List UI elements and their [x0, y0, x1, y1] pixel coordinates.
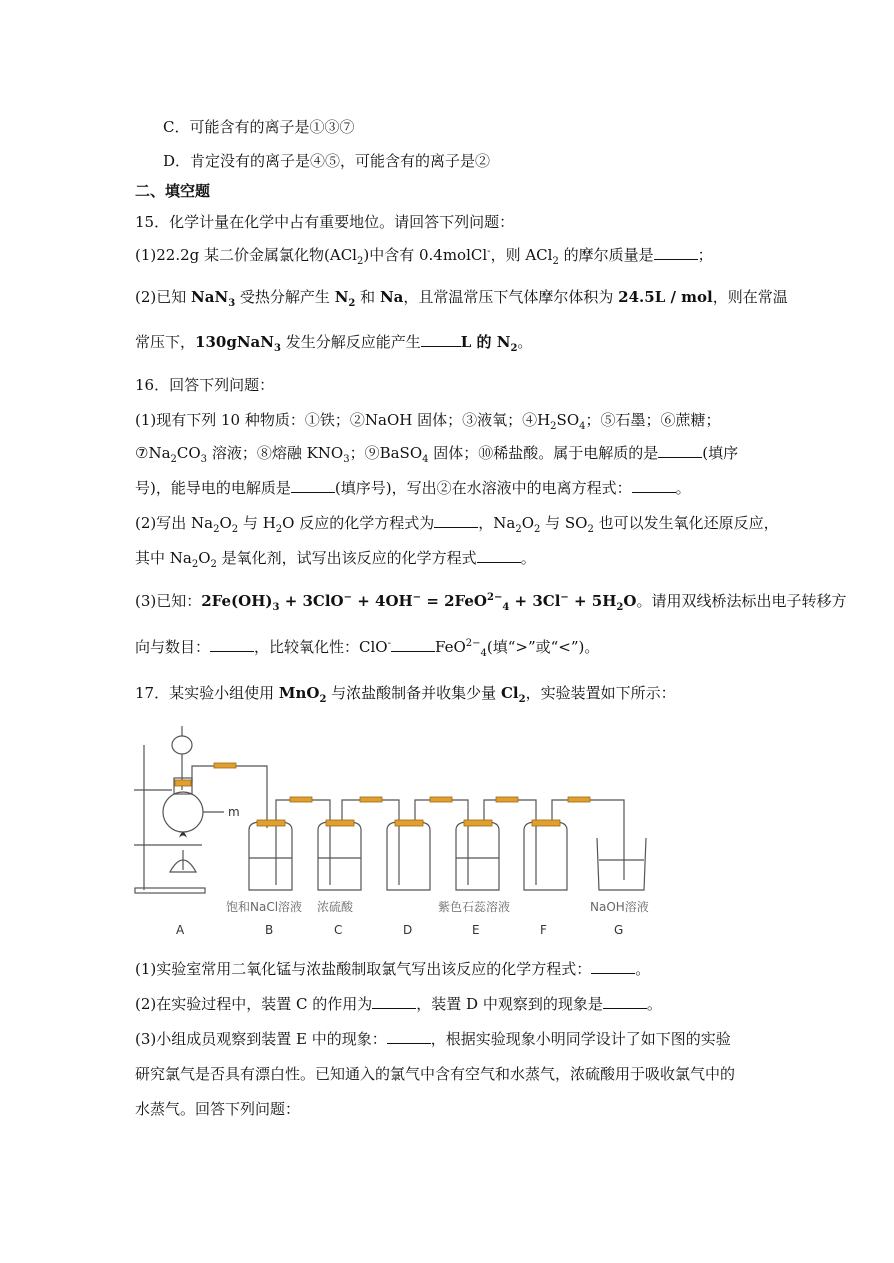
q16-line4: (2)写出 $Na_2O_2$ 与 $H_2O$ 反应的化学方程式为 ，$Na_2O_2$ 与 $SO_2$ 也可以发生氧化还原反应， — [135, 514, 779, 535]
q16-line1: (1)现有下列 10 种物质：①铁；②NaOH 固体；③液氧；$④H_2SO_4$；⑤石墨；⑥蔗糖； — [135, 411, 721, 432]
stand-base — [135, 888, 205, 893]
bottle-c — [318, 822, 361, 890]
answer-blank[interactable] — [391, 637, 435, 652]
tube-e-f — [484, 800, 536, 885]
funnel-bulb — [172, 736, 192, 754]
answer-blank[interactable] — [658, 443, 702, 458]
bottle-d — [387, 822, 430, 890]
answer-blank[interactable] — [372, 994, 416, 1009]
answer-blank[interactable] — [434, 513, 478, 528]
label-naoh: NaOH溶液 — [590, 900, 649, 914]
section-heading: 二、填空题 — [135, 182, 211, 200]
flame-icon — [179, 832, 187, 838]
q17-sub2: (2)在实验过程中，装置 C 的作用为 ，装置 D 中观察到的现象是 。 — [135, 995, 662, 1013]
answer-blank[interactable] — [603, 994, 647, 1009]
bottle-e — [456, 822, 499, 890]
label-conc-h2so4: 浓硫酸 — [317, 900, 354, 914]
letter-g: G — [614, 923, 624, 937]
option-d: D．肯定没有的离子是④⑤，可能含有的离子是② — [163, 152, 491, 170]
q16-stem: 16．回答下列问题： — [135, 376, 275, 394]
answer-blank[interactable] — [632, 478, 676, 493]
answer-blank[interactable] — [387, 1029, 431, 1044]
letter-d: D — [403, 923, 413, 937]
option-c: C．可能含有的离子是①③⑦ — [163, 118, 355, 136]
letter-e: E — [472, 923, 480, 937]
answer-blank[interactable] — [291, 478, 335, 493]
answer-blank[interactable] — [210, 637, 254, 652]
q15-part2-line2: 常压下，130gNaN$_3$ 发生分解反应能产生 L 的 $N_2$。 — [135, 333, 533, 354]
answer-blank[interactable] — [654, 245, 698, 260]
q15-part2-line1: (2)已知 NaN$_3$ 受热分解产生 $N_2$ 和 Na，且常温常压下气体摩尔体积为 24.5L / mol，则在常温 — [135, 288, 788, 309]
label-saturated-nacl: 饱和NaCl溶液 — [226, 900, 303, 914]
q16-line2: $⑦Na_2CO_3$ 溶液；⑧熔融 $KNO_3$；⑨BaSO$_4$ 固体；⑩稀盐酸。属于电解质的是 (填序 — [135, 444, 739, 465]
letter-f: F — [540, 923, 547, 937]
apparatus-svg — [132, 720, 662, 940]
tube-c-d — [342, 800, 399, 885]
q16-line5: 其中 $Na_2O_2$ 是氧化剂，试写出该反应的化学方程式 。 — [135, 549, 536, 570]
letter-b: B — [265, 923, 274, 937]
q17-sub3-line1: (3)小组成员观察到装置 E 中的现象： ，根据实验现象小明同学设计了如下图的实验 — [135, 1030, 731, 1048]
q17-sub1: (1)实验室常用二氧化锰与浓盐酸制取氯气写出该反应的化学方程式： 。 — [135, 960, 651, 978]
tube-b-c — [276, 800, 330, 885]
beaker-g — [597, 838, 646, 890]
q16-line6: (3)已知：$2Fe(OH)_3 + 3ClO^- + 4OH^- = 2FeO^{2-}_4 + 3Cl^- + 5H_2O$。请用双线桥法标出电子转移方 — [135, 592, 847, 613]
bottle-b — [249, 822, 292, 890]
q16-line3: 号)，能导电的电解质是 (填序号)，写出②在水溶液中的电离方程式： 。 — [135, 479, 691, 497]
q15-stem: 15．化学计量在化学中占有重要地位。请回答下列问题： — [135, 213, 515, 231]
bottle-f — [524, 822, 567, 890]
q15-part1: (1)22.2g 某二价金属氯化物(ACl$_2$)中含有 0.4molCl-，则 ACl$_2$ 的摩尔质量是 ； — [135, 246, 713, 267]
tube-f-g — [552, 800, 624, 880]
label-litmus: 紫色石蕊溶液 — [438, 900, 511, 914]
q16-line7: 向与数目： ，比较氧化性：ClO- FeO$^{2-}_4$(填“>”或“<”)。 — [135, 638, 600, 659]
q17-sub3-line3: 水蒸气。回答下列问题： — [135, 1100, 301, 1118]
q17-stem: 17．某实验小组使用 MnO$_2$ 与浓盐酸制备并收集少量 $Cl_2$，实验装置如下所示： — [135, 684, 676, 705]
round-flask — [163, 792, 203, 832]
answer-blank[interactable] — [477, 548, 521, 563]
answer-blank[interactable] — [421, 332, 461, 347]
tube-d-e — [415, 800, 468, 885]
letter-c: C — [334, 923, 343, 937]
answer-blank[interactable] — [591, 959, 635, 974]
letter-a: A — [176, 923, 185, 937]
apparatus-diagram — [132, 720, 662, 940]
q17-sub3-line2: 研究氯气是否具有漂白性。已知通入的氯气中含有空气和水蒸气，浓硫酸用于吸收氯气中的 — [135, 1065, 736, 1083]
label-m: m — [228, 805, 240, 819]
